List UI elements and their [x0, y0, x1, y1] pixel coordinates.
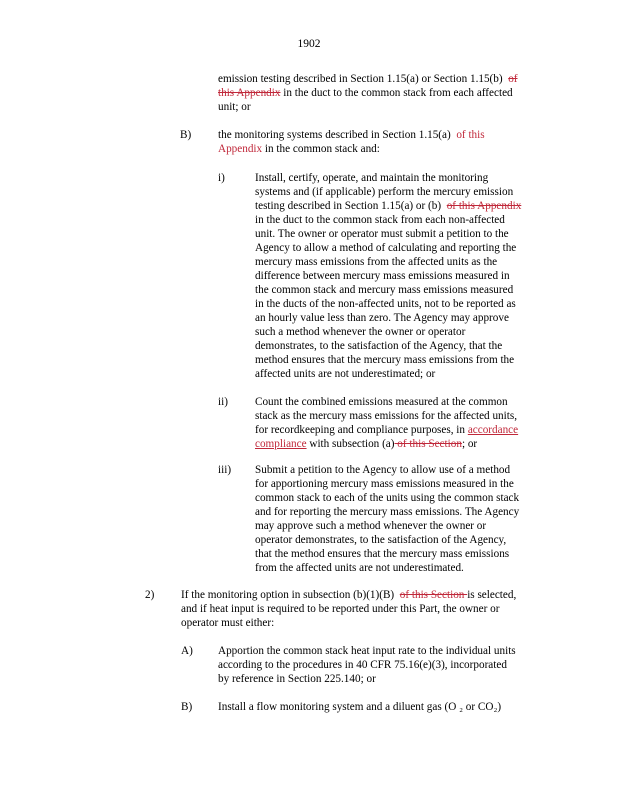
inserted-text: of this	[456, 129, 485, 141]
item-ii-text	[255, 395, 555, 451]
text: systems and (if applicable) perform the mercury emission	[255, 186, 514, 198]
text: may approve such a method whenever the owner or	[255, 520, 487, 532]
text: mercury mass emissions from the affected units as the	[255, 256, 498, 268]
text: difference between mercury mass emissions measured in	[255, 270, 510, 282]
text: Install a flow monitoring system and a diluent gas (O ₂ or CO₂)	[218, 701, 502, 713]
item-label-B: B)	[180, 129, 192, 141]
text: Submit a petition to the Agency to allow use of a method	[255, 464, 511, 476]
item-label-A: A)	[181, 645, 193, 657]
text: from the affected units are not underestimated.	[255, 562, 464, 574]
item-B-text	[218, 128, 548, 156]
item-label-iii: iii)	[218, 464, 232, 476]
item-2-text	[181, 588, 561, 630]
deleted-text: of this Section	[399, 589, 468, 601]
text: Agency to allow a method of calculating and reporting the	[255, 242, 517, 254]
text: Count the combined emissions measured at the common	[255, 396, 508, 408]
text: operator must either:	[181, 617, 275, 629]
text: that the method ensures that the mercury mass emissions	[255, 548, 510, 560]
page-number: 1902	[297, 38, 321, 50]
text: Install, certify, operate, and maintain the monitoring	[255, 172, 489, 184]
inserted-text: compliance	[255, 438, 307, 450]
item-iii-text	[255, 463, 555, 575]
text: demonstrates, to the satisfaction of the Agency, that the	[255, 340, 503, 352]
item-label-B2: B)	[181, 701, 193, 713]
item-B2-text	[218, 700, 558, 714]
text: method ensures that the mercury mass emissions from the	[255, 354, 515, 366]
deleted-text: of this Section	[394, 438, 462, 450]
text: an hourly value less than zero. The Agency may approve	[255, 312, 509, 324]
text: If the monitoring option in subsection (b)(1)(B)	[181, 589, 395, 601]
deleted-text: of	[508, 73, 518, 85]
text: in the ducts of the non-affected units, not to be reported as	[255, 298, 516, 310]
item-i-text	[255, 171, 555, 381]
inserted-text: accordance	[467, 424, 519, 436]
text: affected units are not underestimated; or	[255, 368, 436, 380]
text: Apportion the common stack heat input rate to the individual units	[218, 645, 516, 657]
text: in the common stack and:	[262, 143, 380, 155]
deleted-text: of this Appendix	[446, 200, 522, 212]
text: and for reporting the mercury mass emissions. The Agency	[255, 506, 520, 518]
text: for apportioning mercury mass emissions measured in the	[255, 478, 514, 490]
text: and if heat input is required to be reported under this Part, the owner or	[181, 603, 500, 615]
text: unit. The owner or operator must submit a petition to the	[255, 228, 509, 240]
item-label-2: 2)	[145, 589, 155, 601]
text: ; or	[461, 438, 478, 450]
text: with subsection (a)	[306, 438, 395, 450]
text: stack as the mercury mass emissions for the affected units,	[255, 410, 518, 422]
text: operator demonstrates, to the satisfaction of the Agency,	[255, 534, 507, 546]
item-A-text	[218, 644, 558, 686]
text: is selected,	[467, 589, 517, 601]
text: the monitoring systems described in Section 1.15(a)	[218, 129, 451, 141]
text: for recordkeeping and compliance purposes, in	[255, 424, 466, 436]
continuation-paragraph	[218, 72, 548, 114]
item-label-i: i)	[218, 172, 225, 184]
text: the common stack and mercury mass emissions measured	[255, 284, 514, 296]
text: unit; or	[218, 101, 251, 113]
inserted-text: Appendix	[218, 143, 263, 155]
text: common stack to each of the units using the common stack	[255, 492, 520, 504]
text: by reference in Section 225.140; or	[218, 673, 376, 685]
text: in the duct to the common stack from each affected	[280, 87, 513, 99]
item-label-ii: ii)	[218, 396, 228, 408]
text: according to the procedures in 40 CFR 75.16(e)(3), incorporated	[218, 659, 507, 671]
text: in the duct to the common stack from each non-affected	[255, 214, 505, 226]
text: testing described in Section 1.15(a) or (b)	[255, 200, 442, 212]
text: such a method whenever the owner or operator	[255, 326, 466, 338]
deleted-text: this Appendix	[218, 87, 281, 99]
text: emission testing described in Section 1.15(a) or Section 1.15(b)	[218, 73, 503, 85]
